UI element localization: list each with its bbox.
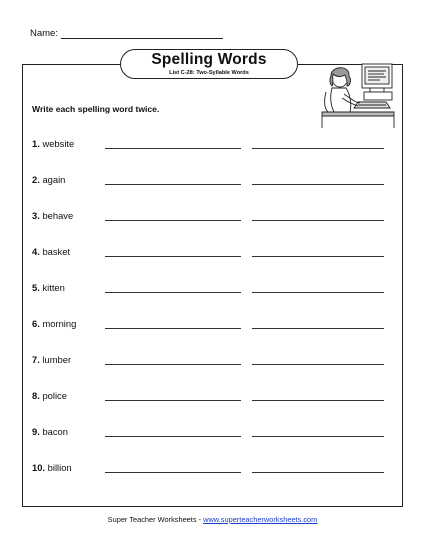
word-row bbox=[0, 462, 425, 482]
spelling-word bbox=[32, 246, 70, 257]
write-line-2[interactable] bbox=[252, 400, 384, 401]
word-text: morning bbox=[42, 318, 77, 329]
write-line-1[interactable] bbox=[105, 292, 241, 293]
write-line-1[interactable] bbox=[105, 184, 241, 185]
word-text: kitten bbox=[42, 282, 65, 293]
word-text: basket bbox=[42, 246, 71, 257]
title-box bbox=[120, 49, 298, 79]
name-line[interactable] bbox=[61, 27, 223, 39]
word-row bbox=[0, 282, 425, 302]
word-row bbox=[0, 318, 425, 338]
word-row bbox=[0, 246, 425, 266]
write-line-2[interactable] bbox=[252, 364, 384, 365]
write-line-1[interactable] bbox=[105, 364, 241, 365]
word-row bbox=[0, 354, 425, 374]
worksheet-subtitle: List C-28: Two-Syllable Words bbox=[169, 70, 249, 76]
spelling-word bbox=[32, 318, 76, 329]
worksheet-title: Spelling Words bbox=[151, 51, 267, 68]
spelling-word bbox=[32, 174, 65, 185]
word-row bbox=[0, 138, 425, 158]
spelling-word bbox=[32, 390, 67, 401]
spelling-word bbox=[32, 426, 68, 437]
word-number: 3. bbox=[32, 210, 40, 221]
word-number: 4. bbox=[32, 246, 40, 257]
word-number: 2. bbox=[32, 174, 40, 185]
write-line-1[interactable] bbox=[105, 436, 241, 437]
footer-link[interactable]: www.superteacherworksheets.com bbox=[203, 515, 318, 524]
word-text: bacon bbox=[42, 426, 68, 437]
word-number: 10. bbox=[32, 462, 46, 473]
write-line-1[interactable] bbox=[105, 472, 241, 473]
write-line-1[interactable] bbox=[105, 328, 241, 329]
write-line-2[interactable] bbox=[252, 328, 384, 329]
word-number: 7. bbox=[32, 354, 40, 365]
write-line-2[interactable] bbox=[252, 148, 384, 149]
spelling-word bbox=[32, 462, 72, 473]
word-text: police bbox=[42, 390, 67, 401]
word-row bbox=[0, 390, 425, 410]
spelling-word bbox=[32, 354, 71, 365]
footer bbox=[0, 515, 425, 524]
spelling-word bbox=[32, 138, 74, 149]
footer-text: Super Teacher Worksheets - bbox=[107, 515, 204, 524]
word-row bbox=[0, 210, 425, 230]
instruction-text: Write each spelling word twice. bbox=[32, 104, 160, 114]
write-line-2[interactable] bbox=[252, 184, 384, 185]
write-line-1[interactable] bbox=[105, 256, 241, 257]
word-number: 1. bbox=[32, 138, 40, 149]
name-row bbox=[30, 27, 223, 39]
word-number: 5. bbox=[32, 282, 40, 293]
write-line-2[interactable] bbox=[252, 220, 384, 221]
word-text: again bbox=[42, 174, 66, 185]
girl-at-computer-icon bbox=[320, 62, 396, 130]
word-row bbox=[0, 426, 425, 446]
word-text: website bbox=[42, 138, 75, 149]
spelling-word bbox=[32, 282, 65, 293]
word-row bbox=[0, 174, 425, 194]
write-line-2[interactable] bbox=[252, 436, 384, 437]
write-line-1[interactable] bbox=[105, 220, 241, 221]
write-line-2[interactable] bbox=[252, 292, 384, 293]
write-line-1[interactable] bbox=[105, 400, 241, 401]
word-text: behave bbox=[42, 210, 74, 221]
write-line-1[interactable] bbox=[105, 148, 241, 149]
word-number: 8. bbox=[32, 390, 40, 401]
write-line-2[interactable] bbox=[252, 472, 384, 473]
word-number: 6. bbox=[32, 318, 40, 329]
spelling-word bbox=[32, 210, 73, 221]
word-text: lumber bbox=[42, 354, 72, 365]
word-text: billion bbox=[47, 462, 72, 473]
word-number: 9. bbox=[32, 426, 40, 437]
write-line-2[interactable] bbox=[252, 256, 384, 257]
name-label: Name: bbox=[30, 28, 58, 39]
